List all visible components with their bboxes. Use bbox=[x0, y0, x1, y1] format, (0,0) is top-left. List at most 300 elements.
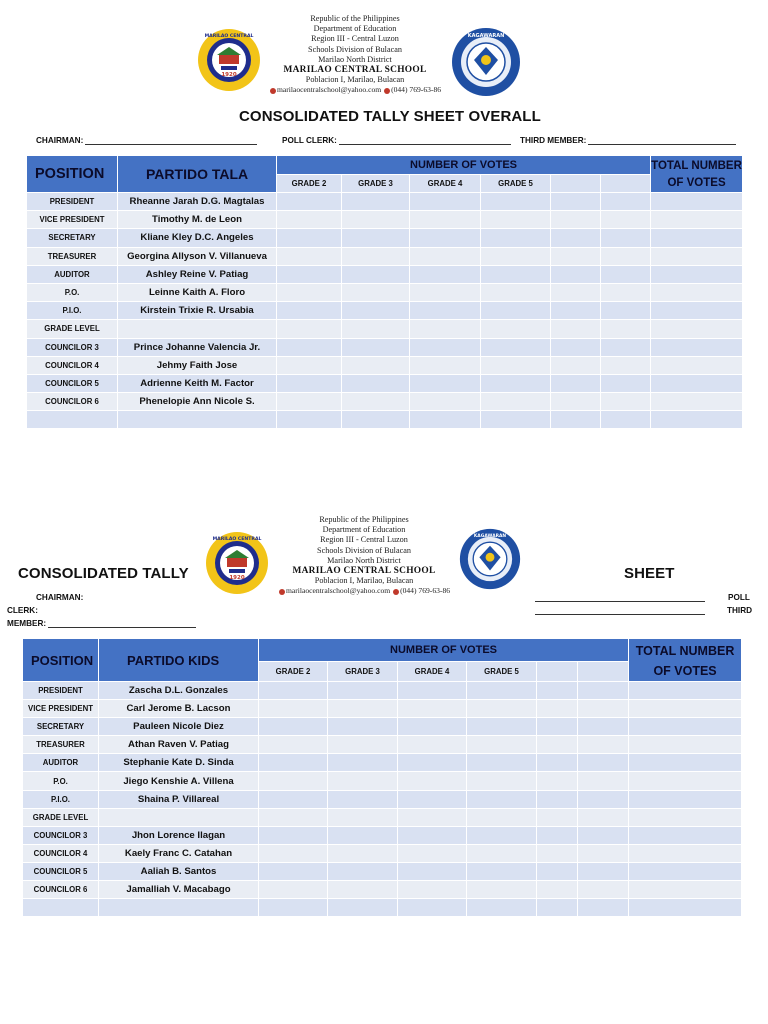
signature-line bbox=[339, 137, 511, 145]
position-cell: P.I.O. bbox=[23, 790, 99, 808]
position-cell: COUNCILOR 5 bbox=[27, 374, 118, 392]
vote-count-cell[interactable] bbox=[342, 320, 410, 338]
total-votes-cell[interactable] bbox=[629, 881, 742, 899]
school-contact bbox=[259, 586, 469, 596]
vote-count-cell[interactable] bbox=[259, 881, 328, 899]
vote-count-cell[interactable] bbox=[551, 211, 601, 229]
table-row bbox=[27, 247, 743, 265]
table-row bbox=[23, 772, 742, 790]
table-row bbox=[27, 265, 743, 283]
total-votes-cell[interactable] bbox=[651, 247, 743, 265]
vote-count-cell[interactable] bbox=[342, 193, 410, 211]
table-row bbox=[23, 790, 742, 808]
svg-text:MARILAO CENTRAL: MARILAO CENTRAL bbox=[204, 34, 254, 39]
vote-count-cell[interactable] bbox=[481, 393, 551, 411]
deped-seal-logo bbox=[451, 27, 521, 97]
vote-count-cell[interactable] bbox=[537, 826, 578, 844]
candidate-cell: Pauleen Nicole Diez bbox=[99, 718, 259, 736]
total-votes-cell[interactable] bbox=[629, 899, 742, 917]
tally-table bbox=[26, 155, 743, 429]
position-cell: TREASURER bbox=[23, 736, 99, 754]
vote-count-cell[interactable] bbox=[398, 899, 467, 917]
position-header: POSITION bbox=[23, 639, 99, 682]
table-row bbox=[23, 808, 742, 826]
school-name: MARILAO CENTRAL SCHOOL bbox=[292, 566, 436, 577]
svg-text:KAGAWARAN: KAGAWARAN bbox=[473, 533, 507, 539]
total-votes-header: TOTAL NUMBER OF VOTES bbox=[629, 639, 742, 682]
vote-count-cell[interactable] bbox=[328, 862, 398, 880]
vote-count-cell[interactable] bbox=[398, 718, 467, 736]
vote-count-cell[interactable] bbox=[551, 374, 601, 392]
vote-count-cell[interactable] bbox=[410, 265, 481, 283]
vote-count-cell[interactable] bbox=[467, 700, 537, 718]
vote-count-cell[interactable] bbox=[328, 754, 398, 772]
vote-count-cell[interactable] bbox=[481, 411, 551, 429]
table-row bbox=[27, 302, 743, 320]
vote-count-cell[interactable] bbox=[410, 411, 481, 429]
vote-count-cell[interactable] bbox=[537, 808, 578, 826]
total-votes-cell[interactable] bbox=[629, 790, 742, 808]
vote-count-cell[interactable] bbox=[467, 736, 537, 754]
vote-count-cell[interactable] bbox=[601, 211, 651, 229]
vote-count-cell[interactable] bbox=[410, 356, 481, 374]
school-phone: (044) 769-63-86 bbox=[400, 586, 451, 596]
vote-count-cell[interactable] bbox=[259, 808, 328, 826]
chairman-label: CHAIRMAN: bbox=[36, 593, 84, 602]
vote-count-cell[interactable] bbox=[601, 265, 651, 283]
vote-count-cell[interactable] bbox=[537, 790, 578, 808]
grade-header bbox=[551, 175, 601, 193]
vote-count-cell[interactable] bbox=[551, 283, 601, 301]
svg-text:1920: 1920 bbox=[221, 72, 237, 78]
candidate-cell: Athan Raven V. Patiag bbox=[99, 736, 259, 754]
vote-count-cell[interactable] bbox=[398, 772, 467, 790]
school-email: marilaocentralschool@yahoo.com bbox=[285, 586, 391, 596]
vote-count-cell[interactable] bbox=[259, 899, 328, 917]
vote-count-cell[interactable] bbox=[277, 411, 342, 429]
letterhead bbox=[259, 515, 469, 597]
grade-header: GRADE 5 bbox=[481, 175, 551, 193]
vote-count-cell[interactable] bbox=[481, 229, 551, 247]
vote-count-cell[interactable] bbox=[277, 211, 342, 229]
vote-count-cell[interactable] bbox=[259, 754, 328, 772]
signature-line bbox=[48, 620, 196, 628]
position-cell: COUNCILOR 6 bbox=[23, 881, 99, 899]
total-votes-cell[interactable] bbox=[629, 772, 742, 790]
vote-count-cell[interactable] bbox=[537, 772, 578, 790]
candidate-cell bbox=[118, 411, 277, 429]
position-header: POSITION bbox=[27, 156, 118, 193]
vote-count-cell[interactable] bbox=[277, 247, 342, 265]
vote-count-cell[interactable] bbox=[601, 374, 651, 392]
vote-count-cell[interactable] bbox=[398, 682, 467, 700]
vote-count-cell[interactable] bbox=[259, 700, 328, 718]
vote-count-cell[interactable] bbox=[259, 682, 328, 700]
vote-count-cell[interactable] bbox=[481, 302, 551, 320]
total-votes-cell[interactable] bbox=[629, 682, 742, 700]
vote-count-cell[interactable] bbox=[277, 320, 342, 338]
member-signature bbox=[7, 619, 196, 628]
letterhead bbox=[250, 14, 460, 96]
candidate-cell bbox=[118, 320, 277, 338]
table-row bbox=[27, 229, 743, 247]
vote-count-cell[interactable] bbox=[551, 356, 601, 374]
vote-count-cell[interactable] bbox=[410, 302, 481, 320]
total-votes-header: TOTAL NUMBER OF VOTES bbox=[651, 156, 743, 193]
vote-count-cell[interactable] bbox=[481, 374, 551, 392]
total-votes-cell[interactable] bbox=[629, 808, 742, 826]
grade-header: GRADE 5 bbox=[467, 661, 537, 681]
tally-sheet-overall bbox=[0, 0, 768, 440]
vote-count-cell[interactable] bbox=[537, 700, 578, 718]
chairman-signature bbox=[36, 136, 257, 145]
vote-count-cell[interactable] bbox=[578, 754, 629, 772]
position-cell: COUNCILOR 4 bbox=[27, 356, 118, 374]
vote-count-cell[interactable] bbox=[410, 338, 481, 356]
vote-count-cell[interactable] bbox=[342, 211, 410, 229]
party-header: PARTIDO KIDS bbox=[99, 639, 259, 682]
vote-count-cell[interactable] bbox=[537, 899, 578, 917]
table-row bbox=[27, 356, 743, 374]
signature-line bbox=[85, 137, 257, 145]
vote-count-cell[interactable] bbox=[578, 808, 629, 826]
total-votes-cell[interactable] bbox=[629, 718, 742, 736]
candidate-cell: Jiego Kenshie A. Villena bbox=[99, 772, 259, 790]
grade-header bbox=[601, 175, 651, 193]
deped-seal-logo bbox=[459, 528, 521, 590]
total-votes-cell[interactable] bbox=[651, 374, 743, 392]
vote-count-cell[interactable] bbox=[481, 320, 551, 338]
vote-count-cell[interactable] bbox=[342, 302, 410, 320]
table-row bbox=[27, 211, 743, 229]
vote-count-cell[interactable] bbox=[328, 881, 398, 899]
email-icon bbox=[279, 589, 285, 595]
vote-count-cell[interactable] bbox=[398, 790, 467, 808]
table-row bbox=[27, 374, 743, 392]
vote-count-cell[interactable] bbox=[467, 772, 537, 790]
vote-count-cell[interactable] bbox=[259, 790, 328, 808]
letterhead-line: Region III - Central Luzon bbox=[320, 535, 408, 545]
vote-count-cell[interactable] bbox=[467, 754, 537, 772]
vote-count-cell[interactable] bbox=[328, 790, 398, 808]
vote-count-cell[interactable] bbox=[398, 736, 467, 754]
total-votes-cell[interactable] bbox=[629, 700, 742, 718]
grade-header: GRADE 2 bbox=[259, 661, 328, 681]
vote-count-cell[interactable] bbox=[328, 736, 398, 754]
vote-count-cell[interactable] bbox=[467, 826, 537, 844]
total-votes-cell[interactable] bbox=[651, 229, 743, 247]
signature-line bbox=[535, 601, 705, 602]
letterhead-line: Marilao North District bbox=[327, 555, 401, 565]
letterhead-line: Schools Division of Bulacan bbox=[308, 44, 402, 54]
vote-count-cell[interactable] bbox=[277, 229, 342, 247]
school-contact bbox=[250, 85, 460, 95]
vote-count-cell[interactable] bbox=[601, 302, 651, 320]
table-row bbox=[23, 881, 742, 899]
third-member-label: THIRD MEMBER: bbox=[520, 136, 587, 145]
table-body bbox=[23, 682, 742, 917]
vote-count-cell[interactable] bbox=[601, 356, 651, 374]
vote-count-cell[interactable] bbox=[578, 862, 629, 880]
vote-count-cell[interactable] bbox=[467, 808, 537, 826]
vote-count-cell[interactable] bbox=[537, 881, 578, 899]
vote-count-cell[interactable] bbox=[328, 682, 398, 700]
vote-count-cell[interactable] bbox=[410, 193, 481, 211]
total-votes-cell[interactable] bbox=[651, 411, 743, 429]
vote-count-cell[interactable] bbox=[551, 265, 601, 283]
table-row bbox=[23, 718, 742, 736]
vote-count-cell[interactable] bbox=[481, 265, 551, 283]
candidate-cell: Zascha D.L. Gonzales bbox=[99, 682, 259, 700]
candidate-cell: Timothy M. de Leon bbox=[118, 211, 277, 229]
total-votes-cell[interactable] bbox=[651, 211, 743, 229]
vote-count-cell[interactable] bbox=[277, 283, 342, 301]
vote-count-cell[interactable] bbox=[328, 718, 398, 736]
third-label: THIRD bbox=[727, 606, 753, 615]
vote-count-cell[interactable] bbox=[467, 790, 537, 808]
vote-count-cell[interactable] bbox=[601, 338, 651, 356]
vote-count-cell[interactable] bbox=[410, 320, 481, 338]
vote-count-cell[interactable] bbox=[277, 374, 342, 392]
vote-count-cell[interactable] bbox=[551, 247, 601, 265]
vote-count-cell[interactable] bbox=[551, 411, 601, 429]
vote-count-cell[interactable] bbox=[259, 862, 328, 880]
total-votes-cell[interactable] bbox=[651, 338, 743, 356]
chairman-label: CHAIRMAN: bbox=[36, 136, 84, 145]
member-label: MEMBER: bbox=[7, 619, 47, 628]
vote-count-cell[interactable] bbox=[601, 193, 651, 211]
table-row bbox=[23, 754, 742, 772]
vote-count-cell[interactable] bbox=[398, 881, 467, 899]
vote-count-cell[interactable] bbox=[601, 393, 651, 411]
vote-count-cell[interactable] bbox=[578, 736, 629, 754]
svg-text:1920: 1920 bbox=[229, 575, 245, 581]
table-row bbox=[23, 682, 742, 700]
signature-line bbox=[588, 137, 736, 145]
vote-count-cell[interactable] bbox=[328, 808, 398, 826]
vote-count-cell[interactable] bbox=[259, 772, 328, 790]
poll-clerk-label: POLL CLERK: bbox=[282, 136, 337, 145]
vote-count-cell[interactable] bbox=[277, 302, 342, 320]
vote-count-cell[interactable] bbox=[259, 826, 328, 844]
position-cell: SECRETARY bbox=[27, 229, 118, 247]
vote-count-cell[interactable] bbox=[398, 826, 467, 844]
votes-header: NUMBER OF VOTES bbox=[277, 156, 651, 175]
vote-count-cell[interactable] bbox=[328, 772, 398, 790]
vote-count-cell[interactable] bbox=[537, 718, 578, 736]
vote-count-cell[interactable] bbox=[537, 736, 578, 754]
tally-sheet-kids bbox=[0, 505, 768, 925]
vote-count-cell[interactable] bbox=[551, 320, 601, 338]
vote-count-cell[interactable] bbox=[537, 844, 578, 862]
vote-count-cell[interactable] bbox=[578, 899, 629, 917]
vote-count-cell[interactable] bbox=[342, 265, 410, 283]
vote-count-cell[interactable] bbox=[410, 374, 481, 392]
vote-count-cell[interactable] bbox=[342, 411, 410, 429]
vote-count-cell[interactable] bbox=[551, 193, 601, 211]
candidate-cell: Georgina Allyson V. Villanueva bbox=[118, 247, 277, 265]
position-cell: TREASURER bbox=[27, 247, 118, 265]
vote-count-cell[interactable] bbox=[342, 229, 410, 247]
vote-count-cell[interactable] bbox=[481, 193, 551, 211]
tally-table bbox=[22, 638, 742, 917]
vote-count-cell[interactable] bbox=[277, 193, 342, 211]
vote-count-cell[interactable] bbox=[467, 718, 537, 736]
school-address: Poblacion I, Marilao, Bulacan bbox=[305, 75, 405, 85]
position-cell: GRADE LEVEL bbox=[27, 320, 118, 338]
vote-count-cell[interactable] bbox=[342, 283, 410, 301]
vote-count-cell[interactable] bbox=[578, 826, 629, 844]
total-votes-cell[interactable] bbox=[651, 265, 743, 283]
total-votes-cell[interactable] bbox=[629, 844, 742, 862]
vote-count-cell[interactable] bbox=[481, 356, 551, 374]
letterhead-line: Department of Education bbox=[313, 24, 397, 34]
vote-count-cell[interactable] bbox=[578, 772, 629, 790]
vote-count-cell[interactable] bbox=[342, 247, 410, 265]
vote-count-cell[interactable] bbox=[259, 844, 328, 862]
position-cell: VICE PRESIDENT bbox=[27, 211, 118, 229]
vote-count-cell[interactable] bbox=[277, 338, 342, 356]
vote-count-cell[interactable] bbox=[410, 393, 481, 411]
letterhead-line: Republic of the Philippines bbox=[319, 515, 409, 524]
vote-count-cell[interactable] bbox=[578, 881, 629, 899]
candidate-cell: Jehmy Faith Jose bbox=[118, 356, 277, 374]
grade-header: GRADE 4 bbox=[398, 661, 467, 681]
grade-header: GRADE 4 bbox=[410, 175, 481, 193]
vote-count-cell[interactable] bbox=[342, 338, 410, 356]
vote-count-cell[interactable] bbox=[277, 393, 342, 411]
total-votes-cell[interactable] bbox=[629, 862, 742, 880]
position-cell: PRESIDENT bbox=[27, 193, 118, 211]
vote-count-cell[interactable] bbox=[328, 899, 398, 917]
vote-count-cell[interactable] bbox=[551, 302, 601, 320]
clerk-label: CLERK: bbox=[7, 606, 38, 615]
vote-count-cell[interactable] bbox=[277, 356, 342, 374]
grade-header bbox=[578, 661, 629, 681]
vote-count-cell[interactable] bbox=[601, 229, 651, 247]
vote-count-cell[interactable] bbox=[467, 881, 537, 899]
total-votes-cell[interactable] bbox=[651, 193, 743, 211]
vote-count-cell[interactable] bbox=[328, 826, 398, 844]
candidate-cell: Jamalliah V. Macabago bbox=[99, 881, 259, 899]
vote-count-cell[interactable] bbox=[467, 899, 537, 917]
vote-count-cell[interactable] bbox=[410, 211, 481, 229]
vote-count-cell[interactable] bbox=[277, 265, 342, 283]
position-cell: SECRETARY bbox=[23, 718, 99, 736]
vote-count-cell[interactable] bbox=[398, 844, 467, 862]
table-row bbox=[23, 826, 742, 844]
grade-header: GRADE 3 bbox=[328, 661, 398, 681]
letterhead-line: Republic of the Philippines bbox=[310, 14, 400, 23]
vote-count-cell[interactable] bbox=[410, 283, 481, 301]
school-phone: (044) 769-63-86 bbox=[391, 85, 442, 95]
svg-text:MARILAO CENTRAL: MARILAO CENTRAL bbox=[212, 537, 262, 542]
vote-count-cell[interactable] bbox=[342, 374, 410, 392]
total-votes-cell[interactable] bbox=[651, 283, 743, 301]
vote-count-cell[interactable] bbox=[578, 790, 629, 808]
vote-count-cell[interactable] bbox=[467, 844, 537, 862]
vote-count-cell[interactable] bbox=[601, 247, 651, 265]
vote-count-cell[interactable] bbox=[551, 393, 601, 411]
vote-count-cell[interactable] bbox=[578, 700, 629, 718]
vote-count-cell[interactable] bbox=[410, 247, 481, 265]
grade-header bbox=[537, 661, 578, 681]
candidate-cell: Jhon Lorence Ilagan bbox=[99, 826, 259, 844]
vote-count-cell[interactable] bbox=[551, 229, 601, 247]
total-votes-cell[interactable] bbox=[651, 320, 743, 338]
vote-count-cell[interactable] bbox=[481, 247, 551, 265]
vote-count-cell[interactable] bbox=[328, 844, 398, 862]
vote-count-cell[interactable] bbox=[410, 229, 481, 247]
vote-count-cell[interactable] bbox=[537, 754, 578, 772]
candidate-cell: Adrienne Keith M. Factor bbox=[118, 374, 277, 392]
vote-count-cell[interactable] bbox=[481, 338, 551, 356]
vote-count-cell[interactable] bbox=[537, 862, 578, 880]
vote-count-cell[interactable] bbox=[259, 736, 328, 754]
vote-count-cell[interactable] bbox=[398, 862, 467, 880]
candidate-cell: Shaina P. Villareal bbox=[99, 790, 259, 808]
vote-count-cell[interactable] bbox=[398, 700, 467, 718]
vote-count-cell[interactable] bbox=[398, 808, 467, 826]
position-cell bbox=[23, 899, 99, 917]
total-votes-cell[interactable] bbox=[629, 754, 742, 772]
vote-count-cell[interactable] bbox=[481, 283, 551, 301]
position-cell: COUNCILOR 5 bbox=[23, 862, 99, 880]
vote-count-cell[interactable] bbox=[398, 754, 467, 772]
candidate-cell: Aaliah B. Santos bbox=[99, 862, 259, 880]
vote-count-cell[interactable] bbox=[601, 320, 651, 338]
total-votes-cell[interactable] bbox=[629, 736, 742, 754]
vote-count-cell[interactable] bbox=[551, 338, 601, 356]
vote-count-cell[interactable] bbox=[601, 283, 651, 301]
vote-count-cell[interactable] bbox=[467, 682, 537, 700]
candidate-cell: Kaely Franc C. Catahan bbox=[99, 844, 259, 862]
vote-count-cell[interactable] bbox=[481, 211, 551, 229]
candidate-cell: Rheanne Jarah D.G. Magtalas bbox=[118, 193, 277, 211]
table-row bbox=[23, 844, 742, 862]
vote-count-cell[interactable] bbox=[467, 862, 537, 880]
vote-count-cell[interactable] bbox=[578, 844, 629, 862]
position-cell: COUNCILOR 3 bbox=[27, 338, 118, 356]
sheet-title-left: CONSOLIDATED TALLY bbox=[18, 565, 189, 582]
total-votes-cell[interactable] bbox=[651, 302, 743, 320]
vote-count-cell[interactable] bbox=[601, 411, 651, 429]
table-row bbox=[27, 193, 743, 211]
table-row bbox=[27, 393, 743, 411]
position-cell: AUDITOR bbox=[23, 754, 99, 772]
sheet-title: CONSOLIDATED TALLY SHEET OVERALL bbox=[239, 108, 541, 125]
table-row bbox=[23, 700, 742, 718]
vote-count-cell[interactable] bbox=[342, 393, 410, 411]
total-votes-cell[interactable] bbox=[651, 356, 743, 374]
position-cell: P.I.O. bbox=[27, 302, 118, 320]
phone-icon bbox=[384, 88, 390, 94]
vote-count-cell[interactable] bbox=[537, 682, 578, 700]
svg-text:KAGAWARAN: KAGAWARAN bbox=[467, 33, 505, 39]
total-votes-cell[interactable] bbox=[629, 826, 742, 844]
vote-count-cell[interactable] bbox=[342, 356, 410, 374]
vote-count-cell[interactable] bbox=[259, 718, 328, 736]
total-votes-cell[interactable] bbox=[651, 393, 743, 411]
vote-count-cell[interactable] bbox=[578, 682, 629, 700]
grade-header: GRADE 2 bbox=[277, 175, 342, 193]
letterhead-line: Schools Division of Bulacan bbox=[317, 545, 411, 555]
school-email: marilaocentralschool@yahoo.com bbox=[276, 85, 382, 95]
letterhead-line: Department of Education bbox=[322, 525, 406, 535]
votes-header: NUMBER OF VOTES bbox=[259, 639, 629, 662]
vote-count-cell[interactable] bbox=[328, 700, 398, 718]
vote-count-cell[interactable] bbox=[578, 718, 629, 736]
